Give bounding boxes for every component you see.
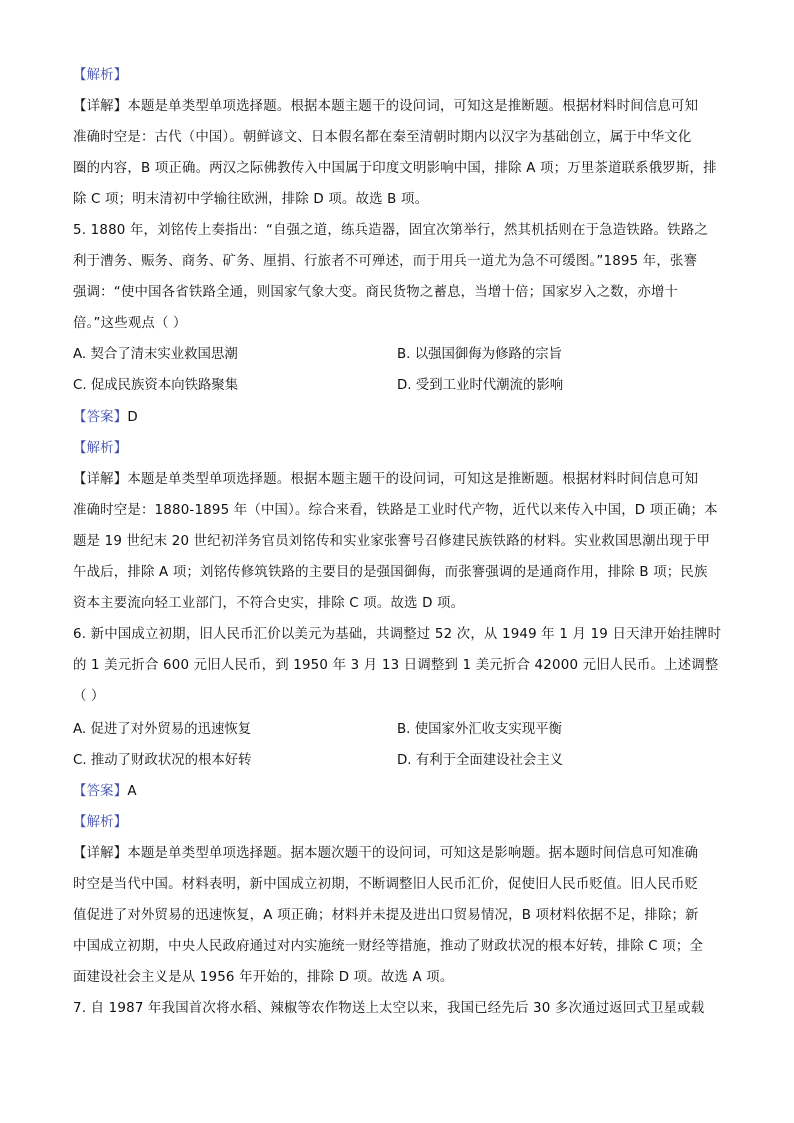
detail-text: 午战后，排除 A 项；刘铭传修筑铁路的主要目的是强国御侮，而张謇强调的是通商作用，排除 B 项；民族 — [73, 565, 708, 580]
option-b: B. 以强国御侮为修路的宗旨 — [397, 347, 562, 362]
answer-label: 【答案】 — [73, 784, 128, 799]
answer-value: D — [127, 410, 138, 425]
analysis-label: 【解析】 — [73, 815, 128, 830]
option-c: C. 促成民族资本向铁路聚集 — [73, 378, 239, 393]
detail-text: 【详解】本题是单类型单项选择题。据本题次题干的设问词，可知这是影响题。据本题时间信息可知准确 — [73, 846, 699, 861]
question-stem: 6. 新中国成立初期，旧人民币汇价以美元为基础，共调整过 52 次，从 1949 年 1 月 19 日天津开始挂牌时 — [73, 627, 722, 642]
detail-text: 值促进了对外贸易的迅速恢复，A 项正确；材料并未提及进出口贸易情况，B 项材料依据不足，排除；新 — [73, 908, 699, 923]
option-d: D. 有利于全面建设社会主义 — [397, 753, 564, 768]
option-a: A. 促进了对外贸易的迅速恢复 — [73, 722, 252, 737]
detail-text: 资本主要流向轻工业部门，不符合史实，排除 C 项。故选 D 项。 — [73, 596, 465, 611]
answer-line — [73, 408, 723, 428]
question-stem: 7. 自 1987 年我国首次将水稻、辣椒等农作物送上太空以来，我国已经先后 30 多次通过返回式卫星或载 — [73, 1001, 705, 1016]
detail-text: 除 C 项；明末清初中学输往欧洲，排除 D 项。故选 B 项。 — [73, 192, 429, 207]
question-stem: 5. 1880 年，刘铭传上奏指出：“自强之道，练兵造器，固宜次第举行，然其机括则在于急造铁路。铁路之 — [73, 223, 708, 238]
detail-text: 时空是当代中国。材料表明，新中国成立初期，不断调整旧人民币汇价，促使旧人民币贬值。旧人民币贬 — [73, 877, 699, 892]
detail-text: 中国成立初期，中央人民政府通过对内实施统一财经等措施，推动了财政状况的根本好转，排除 C 项；全 — [73, 939, 704, 954]
analysis-label: 【解析】 — [73, 68, 128, 83]
detail-text: 【详解】本题是单类型单项选择题。根据本题主题干的设问词，可知这是推断题。根据材料时间信息可知 — [73, 472, 699, 487]
option-a: A. 契合了清末实业救国思潮 — [73, 347, 238, 362]
detail-text: 圈的内容，B 项正确。两汉之际佛教传入中国属于印度文明影响中国，排除 A 项；万里茶道联系俄罗斯，排 — [73, 161, 717, 176]
answer-value: A — [127, 784, 137, 799]
question-stem: 的 1 美元折合 600 元旧人民币，到 1950 年 3 月 13 日调整到 1 美元折合 42000 元旧人民币。上述调整 — [73, 658, 719, 673]
option-d: D. 受到工业时代潮流的影响 — [397, 378, 564, 393]
option-c: C. 推动了财政状况的根本好转 — [73, 753, 252, 768]
detail-text: 题是 19 世纪末 20 世纪初洋务官员刘铭传和实业家张謇号召修建民族铁路的材料。实业救国思潮出现于甲 — [73, 534, 711, 549]
question-stem: （ ） — [73, 689, 105, 704]
question-stem: 倍。”这些观点（ ） — [73, 316, 187, 331]
analysis-label: 【解析】 — [73, 441, 128, 456]
answer-line — [73, 782, 723, 802]
question-stem: 利于漕务、赈务、商务、矿务、厘捐、行旅者不可殚述，而于用兵一道尤为急不可缓图。”1895 年，张謇 — [73, 254, 698, 269]
question-stem: 强调：“使中国各省铁路全通，则国家气象大变。商民货物之蓄息，当增十倍；国家岁入之数，亦增十 — [73, 285, 679, 300]
detail-text: 【详解】本题是单类型单项选择题。根据本题主题干的设问词，可知这是推断题。根据材料时间信息可知 — [73, 99, 699, 114]
answer-label: 【答案】 — [73, 410, 128, 425]
option-b: B. 使国家外汇收支实现平衡 — [397, 722, 562, 737]
detail-text: 准确时空是：古代（中国）。朝鲜谚文、日本假名都在秦至清朝时期内以汉字为基础创立，属于中华文化 — [73, 130, 692, 145]
detail-text: 准确时空是：1880-1895 年（中国）。综合来看，铁路是工业时代产物，近代以来传入中国，D 项正确；本 — [73, 503, 718, 518]
detail-text: 面建设社会主义是从 1956 年开始的，排除 D 项。故选 A 项。 — [73, 970, 454, 985]
